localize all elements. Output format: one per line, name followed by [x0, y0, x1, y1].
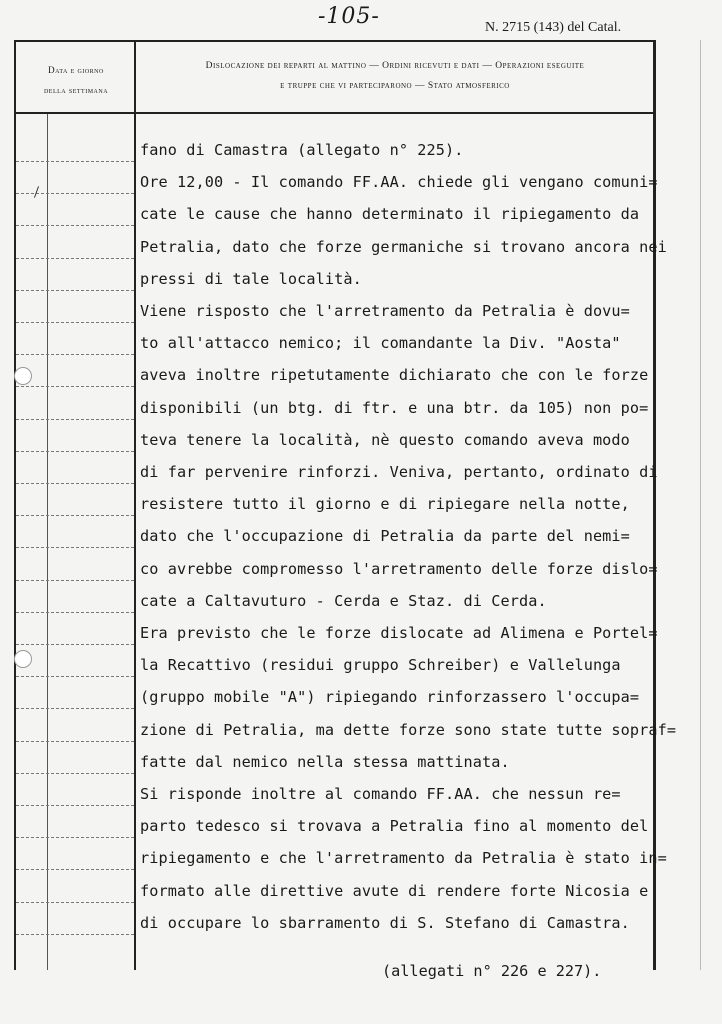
date-column-rule — [16, 805, 134, 806]
body-line: parto tedesco si trovava a Petralia fino al momento del — [140, 817, 649, 836]
body-line: disponibili (un btg. di ftr. e una btr. da 105) non po= — [140, 398, 649, 417]
body-line: co avrebbe compromesso l'arretramento delle forze dislo= — [140, 559, 658, 578]
body-line: dato che l'occupazione di Petralia da parte del nemi= — [140, 527, 630, 546]
date-column-rule — [16, 580, 134, 581]
body-line: fatte dal nemico nella stessa mattinata. — [140, 752, 510, 771]
date-column-rule — [16, 483, 134, 484]
body-line: fano di Camastra (allegato n° 225). — [140, 141, 464, 159]
body-line: di occupare lo sbarramento di S. Stefano di Camastra. — [140, 913, 630, 932]
date-column-rule — [16, 837, 134, 838]
body-line: pressi di tale località. — [140, 269, 362, 288]
body-line: di far pervenire rinforzi. Veniva, pertanto, ordinato di — [140, 463, 658, 481]
body-line: Ore 12,00 - Il comando FF.AA. chiede gli vengano comuni= — [140, 173, 658, 192]
main-column-header — [140, 56, 650, 96]
body-line: cate le cause che hanno determinato il ripiegamento da — [140, 205, 640, 224]
date-column-rule — [16, 612, 134, 613]
date-column-header-line2: della settimana — [43, 85, 109, 95]
catalog-number: N. 2715 (143) del Catal. — [485, 20, 622, 35]
body-line: Si risponde inoltre al comando FF.AA. che nessun re= — [140, 785, 621, 803]
punch-hole-upper — [14, 367, 32, 385]
date-column-rule — [16, 773, 134, 774]
date-column-rule — [16, 934, 134, 935]
body-line: to all'attacco nemico; il comandante la Div. "Aosta" — [140, 334, 621, 353]
date-column-rule — [16, 547, 134, 548]
body-line: cate a Caltavuturo - Cerda e Staz. di Cerda. — [140, 591, 547, 610]
main-column-header-line1: Dislocazione dei reparti al mattino — Ordini ricevuti e dati — Operazioni eseguite — [205, 61, 585, 71]
date-column-rule — [16, 290, 134, 291]
date-column-header-line1: Data e giorno — [48, 65, 104, 75]
page-number: -105- — [318, 4, 380, 29]
date-subcolumn-divider — [47, 114, 48, 970]
date-column-rule — [16, 515, 134, 516]
date-column-rule — [16, 193, 134, 194]
date-column-rule — [16, 322, 134, 323]
column-divider — [134, 42, 136, 970]
body-line: Petralia, dato che forze germaniche si trovano ancora nei — [140, 237, 667, 256]
body-line: la Recattivo (residui gruppo Schreiber) e Vallelunga — [140, 656, 621, 675]
date-column-rule — [16, 708, 134, 709]
body-line: Viene risposto che l'arretramento da Petralia è dovu= — [140, 302, 630, 320]
body-line: formato alle direttive avute di rendere forte Nicosia e — [140, 881, 649, 900]
date-column-rule — [16, 161, 134, 162]
date-column-rule — [16, 225, 134, 226]
body-line: resistere tutto il giorno e di ripiegare nella notte, — [140, 495, 630, 514]
date-column-rule — [16, 451, 134, 452]
date-column-rule — [16, 869, 134, 870]
page-edge — [700, 40, 701, 970]
body-line: aveva inoltre ripetutamente dichiarato che con le forze — [140, 366, 649, 385]
date-column-rule — [16, 676, 134, 677]
date-column-rule — [16, 419, 134, 420]
date-column-rule — [16, 644, 134, 645]
body-line: zione di Petralia, ma dette forze sono state tutte sopraf= — [140, 720, 677, 739]
date-column-header — [20, 60, 132, 100]
main-column-header-line2: e truppe che vi parteciparono — Stato atmosferico — [280, 81, 510, 91]
date-column-rule — [16, 258, 134, 259]
date-column-rule — [16, 386, 134, 387]
punch-hole-lower — [14, 650, 32, 668]
body-line: teva tenere la località, nè questo comando aveva modo — [140, 430, 630, 449]
body-line: Era previsto che le forze dislocate ad Alimena e Portel= — [140, 624, 658, 642]
date-column-rule — [16, 741, 134, 742]
body-line: ripiegamento e che l'arretramento da Petralia è stato in= — [140, 849, 667, 868]
date-column-rule — [16, 354, 134, 355]
body-line: (gruppo mobile "A") ripiegando rinforzassero l'occupa= — [140, 688, 640, 707]
attachments-note: (allegati n° 226 e 227). — [382, 962, 602, 980]
date-column-rule — [16, 902, 134, 903]
